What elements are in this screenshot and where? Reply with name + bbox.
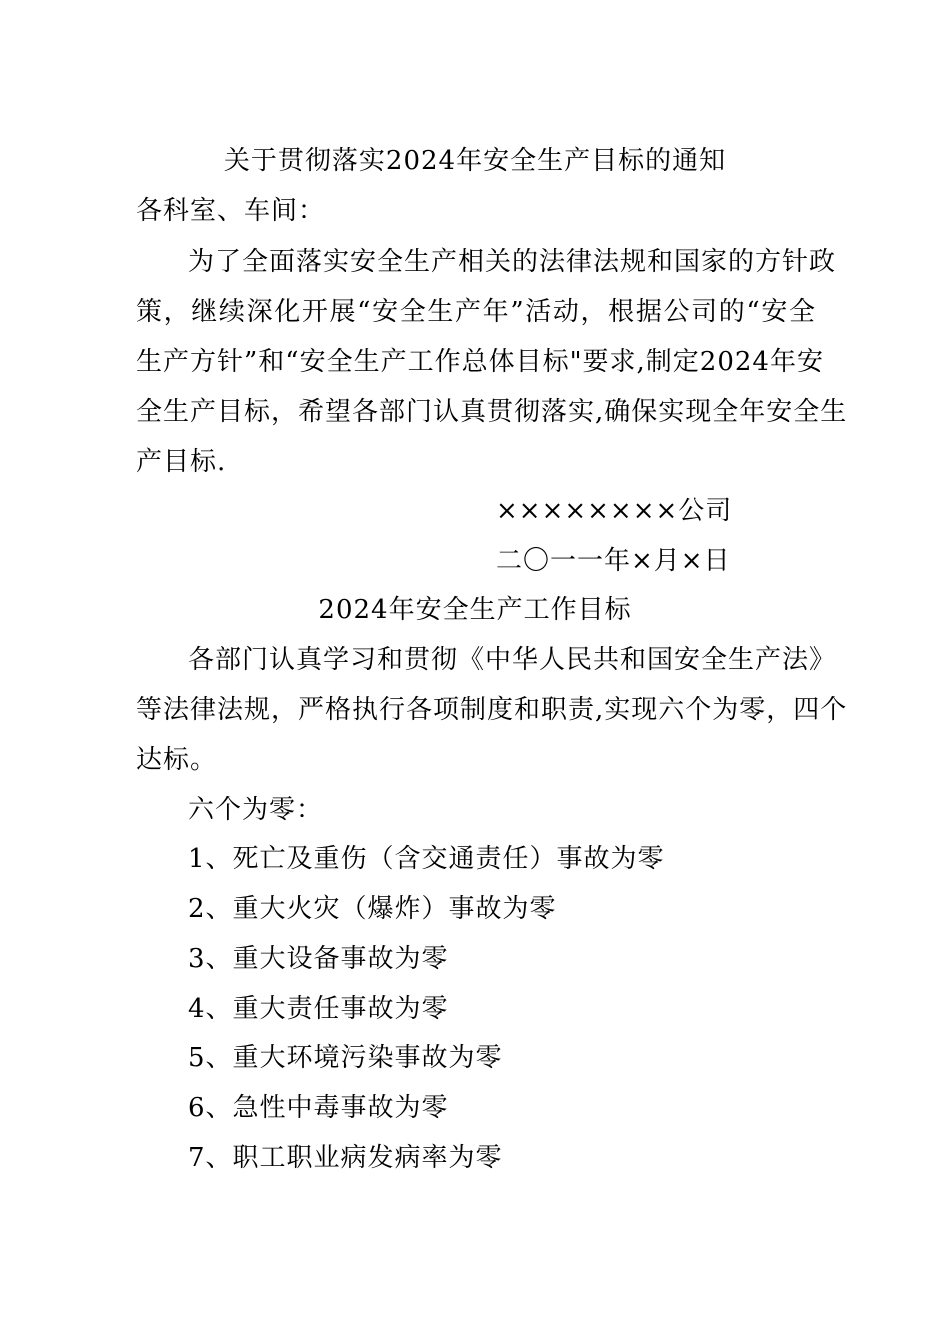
list-item: 4、重大责任事故为零 bbox=[188, 994, 449, 1024]
section-line: 各部门认真学习和贯彻《中华人民共和国安全生产法》 bbox=[188, 645, 837, 675]
list-heading: 六个为零： bbox=[188, 795, 324, 825]
list-item: 2、重大火灾（爆炸）事故为零 bbox=[188, 894, 557, 924]
section-line: 等法律法规，严格执行各项制度和职责,实现六个为零，四个 bbox=[136, 695, 848, 725]
body-line: 为了全面落实安全生产相关的法律法规和国家的方针政 bbox=[188, 247, 837, 277]
section-line: 达标。 bbox=[136, 745, 218, 775]
body-line: 生产方针”和“安全生产工作总体目标"要求,制定2024年安 bbox=[136, 347, 824, 377]
signature-company: ××××××××公司 bbox=[496, 496, 733, 526]
body-line: 策，继续深化开展“安全生产年”活动，根据公司的“安全 bbox=[136, 297, 816, 327]
list-item: 5、重大环境污染事故为零 bbox=[188, 1043, 503, 1073]
salutation: 各科室、车间： bbox=[136, 196, 326, 226]
document-title: 关于贯彻落实2024年安全生产目标的通知 bbox=[223, 146, 727, 176]
list-item: 1、死亡及重伤（含交通责任）事故为零 bbox=[188, 844, 665, 874]
section-title: 2024年安全生产工作目标 bbox=[318, 595, 632, 625]
body-line: 全生产目标，希望各部门认真贯彻落实,确保实现全年安全生 bbox=[136, 397, 848, 427]
list-item: 6、急性中毒事故为零 bbox=[188, 1093, 449, 1123]
list-item: 3、重大设备事故为零 bbox=[188, 944, 449, 974]
signature-date: 二〇一一年×月×日 bbox=[496, 546, 731, 576]
body-line: 产目标. bbox=[136, 447, 227, 477]
list-item: 7、职工职业病发病率为零 bbox=[188, 1143, 503, 1173]
